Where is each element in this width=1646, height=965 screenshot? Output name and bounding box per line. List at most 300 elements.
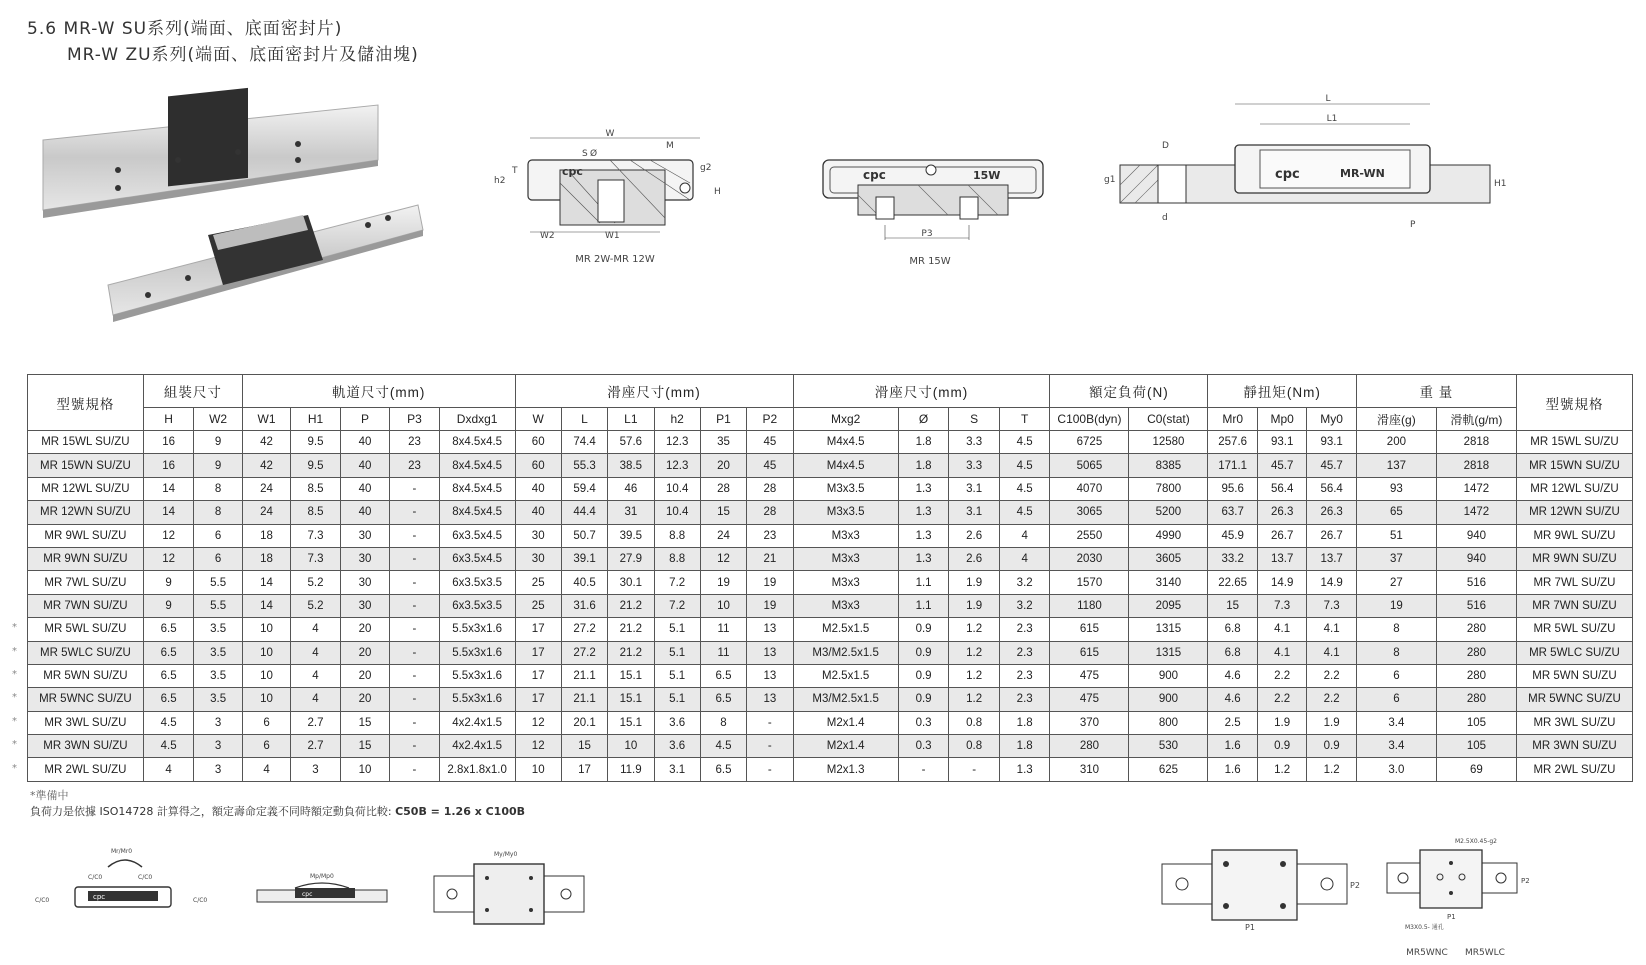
col-header: Dxdxg1 <box>439 408 515 431</box>
value-cell: - <box>390 594 439 617</box>
value-cell: M4x4.5 <box>793 454 898 477</box>
value-cell: 2818 <box>1436 454 1516 477</box>
table-row <box>28 571 1633 594</box>
value-cell: 8.8 <box>654 547 700 570</box>
value-cell: 11.9 <box>608 758 654 781</box>
value-cell: 1.3 <box>898 501 949 524</box>
col-header: H <box>143 408 194 431</box>
value-cell: 17 <box>515 641 561 664</box>
value-cell: 6x3.5x3.5 <box>439 594 515 617</box>
dim-d-lower: d <box>1162 213 1168 223</box>
value-cell: 5.5x3x1.6 <box>439 688 515 711</box>
model-cell-right: MR 3WL SU/ZU <box>1516 711 1632 734</box>
value-cell: 1.2 <box>949 664 1000 687</box>
value-cell: 6 <box>242 711 290 734</box>
value-cell: 2.3 <box>999 664 1050 687</box>
value-cell: 40 <box>340 501 389 524</box>
value-cell: 11 <box>700 618 746 641</box>
value-cell: 24 <box>700 524 746 547</box>
value-cell: 280 <box>1436 641 1516 664</box>
value-cell: 5.2 <box>291 594 340 617</box>
value-cell: 39.5 <box>608 524 654 547</box>
value-cell: 800 <box>1129 711 1208 734</box>
value-cell: 2.3 <box>999 641 1050 664</box>
dim-g1: g1 <box>1104 175 1116 185</box>
value-cell: 280 <box>1050 735 1129 758</box>
value-cell: - <box>747 758 793 781</box>
value-cell: 6 <box>242 735 290 758</box>
value-cell: 3 <box>194 711 242 734</box>
value-cell: 1.3 <box>898 524 949 547</box>
value-cell: 1.2 <box>1257 758 1306 781</box>
value-cell: 13 <box>747 688 793 711</box>
model-cell-right: MR 7WN SU/ZU <box>1516 594 1632 617</box>
value-cell: 6.5 <box>143 641 194 664</box>
value-cell: 21 <box>747 547 793 570</box>
model-cell: MR 12WL SU/ZU <box>28 477 144 500</box>
value-cell: 24 <box>242 501 290 524</box>
dim-p1-wlc: P1 <box>1447 913 1456 921</box>
value-cell: 1.2 <box>949 618 1000 641</box>
value-cell: 940 <box>1436 524 1516 547</box>
table-row <box>28 431 1633 454</box>
value-cell: 26.3 <box>1257 501 1306 524</box>
header-weight: 重 量 <box>1356 375 1516 408</box>
value-cell: 21.2 <box>608 594 654 617</box>
value-cell: 30 <box>515 547 561 570</box>
value-cell: 14.9 <box>1257 571 1306 594</box>
value-cell: 1570 <box>1050 571 1129 594</box>
label-my: My/My0 <box>494 851 518 858</box>
model-cell: MR 3WN SU/ZU <box>28 735 144 758</box>
table-row <box>28 501 1633 524</box>
value-cell: 31 <box>608 501 654 524</box>
value-cell: 10 <box>515 758 561 781</box>
col-header: L <box>561 408 607 431</box>
value-cell: 5.5 <box>194 594 242 617</box>
value-cell: 4.1 <box>1307 641 1356 664</box>
value-cell: 59.4 <box>561 477 607 500</box>
value-cell: 63.7 <box>1208 501 1257 524</box>
value-cell: 7.2 <box>654 594 700 617</box>
table-row <box>28 735 1633 758</box>
value-cell: 13 <box>747 618 793 641</box>
value-cell: 6725 <box>1050 431 1129 454</box>
value-cell: 5.5 <box>194 571 242 594</box>
moment-mr-diagram <box>33 845 218 920</box>
value-cell: 93 <box>1356 477 1436 500</box>
value-cell: 6.5 <box>700 664 746 687</box>
value-cell: 4.6 <box>1208 688 1257 711</box>
value-cell: M2x1.3 <box>793 758 898 781</box>
value-cell: 5.1 <box>654 641 700 664</box>
model-cell-right: MR 9WN SU/ZU <box>1516 547 1632 570</box>
value-cell: 6.5 <box>143 688 194 711</box>
value-cell: 2550 <box>1050 524 1129 547</box>
value-cell: 40.5 <box>561 571 607 594</box>
dim-w: W <box>605 129 615 139</box>
value-cell: 45.7 <box>1257 454 1306 477</box>
value-cell: 12 <box>700 547 746 570</box>
value-cell: 7800 <box>1129 477 1208 500</box>
value-cell: 55.3 <box>561 454 607 477</box>
header-moment: 靜扭矩(Nm) <box>1208 375 1356 408</box>
model-cell-right: MR 9WL SU/ZU <box>1516 524 1632 547</box>
col-header: T <box>999 408 1050 431</box>
value-cell: 4.1 <box>1257 641 1306 664</box>
load-formula: C50B = 1.26 x C100B <box>395 805 526 818</box>
value-cell: 8x4.5x4.5 <box>439 431 515 454</box>
value-cell: 15 <box>561 735 607 758</box>
value-cell: 105 <box>1436 735 1516 758</box>
value-cell: 3.6 <box>654 711 700 734</box>
value-cell: 39.1 <box>561 547 607 570</box>
value-cell: 516 <box>1436 571 1516 594</box>
value-cell: - <box>747 711 793 734</box>
col-header: 滑軌(g/m) <box>1436 408 1516 431</box>
value-cell: 19 <box>1356 594 1436 617</box>
value-cell: 23 <box>390 454 439 477</box>
value-cell: - <box>390 618 439 641</box>
value-cell: 137 <box>1356 454 1436 477</box>
value-cell: 16 <box>143 454 194 477</box>
page-title: 5.6 MR-W SU系列(端面、底面密封片) <box>27 19 343 39</box>
value-cell: 51 <box>1356 524 1436 547</box>
value-cell: 0.8 <box>949 735 1000 758</box>
model-cell: MR 12WN SU/ZU <box>28 501 144 524</box>
table-row <box>28 477 1633 500</box>
value-cell: 12 <box>143 524 194 547</box>
value-cell: 9 <box>194 431 242 454</box>
dim-g2: g2 <box>700 163 712 173</box>
model-cell: MR 7WN SU/ZU <box>28 594 144 617</box>
value-cell: 13.7 <box>1257 547 1306 570</box>
value-cell: 74.4 <box>561 431 607 454</box>
value-cell: 45.9 <box>1208 524 1257 547</box>
value-cell: 4990 <box>1129 524 1208 547</box>
value-cell: 14 <box>143 501 194 524</box>
value-cell: 21.2 <box>608 618 654 641</box>
model-cell: MR 3WL SU/ZU <box>28 711 144 734</box>
value-cell: M3x3 <box>793 547 898 570</box>
spec-table <box>27 374 1633 782</box>
value-cell: - <box>390 501 439 524</box>
value-cell: 2.2 <box>1257 664 1306 687</box>
value-cell: 60 <box>515 431 561 454</box>
value-cell: 17 <box>561 758 607 781</box>
model-cell: MR 9WN SU/ZU <box>28 547 144 570</box>
value-cell: 8 <box>1356 618 1436 641</box>
table-row <box>28 664 1633 687</box>
dim-p3: P3 <box>921 229 933 239</box>
value-cell: 45.7 <box>1307 454 1356 477</box>
value-cell: 6.5 <box>143 664 194 687</box>
dim-w1: W1 <box>605 231 620 241</box>
value-cell: 6x3.5x4.5 <box>439 524 515 547</box>
value-cell: - <box>390 758 439 781</box>
value-cell: 516 <box>1436 594 1516 617</box>
value-cell: 30 <box>340 524 389 547</box>
value-cell: - <box>949 758 1000 781</box>
value-cell: 11 <box>700 641 746 664</box>
model-cell: MR 7WL SU/ZU <box>28 571 144 594</box>
dim-h2: h2 <box>494 176 506 186</box>
value-cell: 17 <box>515 664 561 687</box>
col-header: h2 <box>654 408 700 431</box>
table-row <box>28 711 1633 734</box>
value-cell: 5065 <box>1050 454 1129 477</box>
dim-p1: P1 <box>1245 923 1255 932</box>
dim-h1: H1 <box>1494 179 1507 189</box>
value-cell: 625 <box>1129 758 1208 781</box>
label-mr: Mr/Mr0 <box>111 848 133 855</box>
header-model-right: 型號規格 <box>1516 375 1632 431</box>
model-cell-right: MR 12WL SU/ZU <box>1516 477 1632 500</box>
top-view-wnc <box>1160 842 1360 932</box>
value-cell: 1.1 <box>898 594 949 617</box>
model-cell: MR 15WL SU/ZU <box>28 431 144 454</box>
value-cell: 4.5 <box>999 477 1050 500</box>
moment-mp-diagram <box>255 870 390 915</box>
value-cell: 2.6 <box>949 547 1000 570</box>
value-cell: 15 <box>700 501 746 524</box>
side-view-drawing <box>1104 90 1510 245</box>
value-cell: 31.6 <box>561 594 607 617</box>
value-cell: 1.9 <box>949 594 1000 617</box>
value-cell: 56.4 <box>1307 477 1356 500</box>
product-photo <box>38 100 448 340</box>
value-cell: 4.5 <box>143 711 194 734</box>
value-cell: 13 <box>747 664 793 687</box>
brand-logo: cpc <box>562 165 583 178</box>
value-cell: 0.9 <box>898 641 949 664</box>
value-cell: 5.5x3x1.6 <box>439 664 515 687</box>
moment-my-diagram <box>432 848 587 928</box>
label-cc0-far-right: C/C0 <box>193 897 208 904</box>
label-cc0-far-left: C/C0 <box>35 897 50 904</box>
model-cell: MR 2WL SU/ZU <box>28 758 144 781</box>
value-cell: 1472 <box>1436 501 1516 524</box>
value-cell: 3.3 <box>949 431 1000 454</box>
value-cell: 4 <box>291 618 340 641</box>
value-cell: 10 <box>242 641 290 664</box>
value-cell: 10 <box>242 688 290 711</box>
col-header: L1 <box>608 408 654 431</box>
value-cell: 8.5 <box>291 501 340 524</box>
dim-w2: W2 <box>540 231 555 241</box>
value-cell: 4 <box>242 758 290 781</box>
value-cell: 4 <box>291 641 340 664</box>
dim-s: S <box>582 149 588 159</box>
value-cell: 4x2.4x1.5 <box>439 711 515 734</box>
model-cell-right: MR 2WL SU/ZU <box>1516 758 1632 781</box>
header-assembly: 組裝尺寸 <box>143 375 242 408</box>
value-cell: 1.6 <box>1208 735 1257 758</box>
value-cell: 1.8 <box>999 735 1050 758</box>
brand-logo-mp: cpc <box>302 891 313 898</box>
value-cell: 24 <box>242 477 290 500</box>
value-cell: 171.1 <box>1208 454 1257 477</box>
value-cell: 23 <box>747 524 793 547</box>
value-cell: 1.3 <box>999 758 1050 781</box>
value-cell: - <box>390 735 439 758</box>
value-cell: 3.2 <box>999 571 1050 594</box>
value-cell: 4 <box>999 547 1050 570</box>
block-label-wn: MR-WN <box>1340 167 1385 180</box>
value-cell: 6.8 <box>1208 641 1257 664</box>
value-cell: 25 <box>515 594 561 617</box>
value-cell: M3/M2.5x1.5 <box>793 641 898 664</box>
value-cell: 6x3.5x3.5 <box>439 571 515 594</box>
col-header: My0 <box>1307 408 1356 431</box>
value-cell: 28 <box>700 477 746 500</box>
value-cell: 6.8 <box>1208 618 1257 641</box>
value-cell: 475 <box>1050 664 1129 687</box>
value-cell: 1472 <box>1436 477 1516 500</box>
label-mp: Mp/Mp0 <box>310 873 334 880</box>
value-cell: 4.6 <box>1208 664 1257 687</box>
value-cell: 4 <box>999 524 1050 547</box>
value-cell: 8x4.5x4.5 <box>439 454 515 477</box>
value-cell: 25 <box>515 571 561 594</box>
value-cell: 1.8 <box>898 431 949 454</box>
value-cell: 4 <box>291 664 340 687</box>
value-cell: 0.9 <box>898 618 949 641</box>
value-cell: - <box>390 641 439 664</box>
value-cell: 1315 <box>1129 641 1208 664</box>
value-cell: 15 <box>340 711 389 734</box>
value-cell: 2.3 <box>999 618 1050 641</box>
model-cell-right: MR 5WLC SU/ZU <box>1516 641 1632 664</box>
value-cell: M2.5x1.5 <box>793 664 898 687</box>
value-cell: 4.5 <box>143 735 194 758</box>
caption-15: MR 15W <box>909 256 951 267</box>
value-cell: 4 <box>291 688 340 711</box>
col-header: S <box>949 408 1000 431</box>
value-cell: 6 <box>194 547 242 570</box>
value-cell: 12.3 <box>654 431 700 454</box>
col-header: P2 <box>747 408 793 431</box>
value-cell: 93.1 <box>1307 431 1356 454</box>
table-row <box>28 641 1633 664</box>
model-cell-right: MR 12WN SU/ZU <box>1516 501 1632 524</box>
value-cell: 65 <box>1356 501 1436 524</box>
value-cell: 2.7 <box>291 735 340 758</box>
value-cell: M2x1.4 <box>793 711 898 734</box>
value-cell: 2.7 <box>291 711 340 734</box>
label-cc0-right: C/C0 <box>138 874 153 881</box>
value-cell: 28 <box>747 477 793 500</box>
value-cell: 60 <box>515 454 561 477</box>
value-cell: - <box>390 711 439 734</box>
col-header: W2 <box>194 408 242 431</box>
prep-star: * <box>12 762 17 774</box>
value-cell: 0.3 <box>898 711 949 734</box>
value-cell: 57.6 <box>608 431 654 454</box>
model-cell-right: MR 5WL SU/ZU <box>1516 618 1632 641</box>
value-cell: 1.1 <box>898 571 949 594</box>
dim-m: M <box>666 141 674 151</box>
col-header: P1 <box>700 408 746 431</box>
col-header: 滑座(g) <box>1356 408 1436 431</box>
value-cell: 10 <box>608 735 654 758</box>
caption-wlc: MR5WLC <box>1465 948 1505 958</box>
value-cell: 940 <box>1436 547 1516 570</box>
label-cc0-left: C/C0 <box>88 874 103 881</box>
value-cell: 37 <box>1356 547 1436 570</box>
page-subtitle: MR-W ZU系列(端面、底面密封片及儲油塊) <box>67 45 419 65</box>
value-cell: 8 <box>194 477 242 500</box>
col-header: H1 <box>291 408 340 431</box>
value-cell: 6 <box>1356 688 1436 711</box>
col-header: Mxg2 <box>793 408 898 431</box>
value-cell: 20 <box>340 641 389 664</box>
value-cell: 28 <box>747 501 793 524</box>
mr15w-drawing <box>818 155 1048 250</box>
value-cell: 4 <box>143 758 194 781</box>
value-cell: 27.2 <box>561 618 607 641</box>
value-cell: 4.1 <box>1307 618 1356 641</box>
value-cell: 7.3 <box>1257 594 1306 617</box>
value-cell: 3.5 <box>194 618 242 641</box>
value-cell: 1.8 <box>999 711 1050 734</box>
value-cell: 6.5 <box>700 688 746 711</box>
value-cell: 475 <box>1050 688 1129 711</box>
value-cell: 6 <box>1356 664 1436 687</box>
value-cell: 4070 <box>1050 477 1129 500</box>
value-cell: 370 <box>1050 711 1129 734</box>
value-cell: 12 <box>143 547 194 570</box>
label-m3: M3X0.5- 通孔 <box>1405 924 1444 931</box>
value-cell: 17 <box>515 618 561 641</box>
value-cell: 69 <box>1436 758 1516 781</box>
value-cell: 44.4 <box>561 501 607 524</box>
dim-h: H <box>714 187 721 197</box>
value-cell: 45 <box>747 454 793 477</box>
value-cell: 5.5x3x1.6 <box>439 641 515 664</box>
value-cell: 3.1 <box>949 501 1000 524</box>
brand-logo-15: cpc <box>863 168 886 182</box>
dim-d-upper: D <box>1162 141 1169 151</box>
value-cell: 93.1 <box>1257 431 1306 454</box>
value-cell: 13 <box>747 641 793 664</box>
value-cell: 20 <box>700 454 746 477</box>
table-row <box>28 594 1633 617</box>
value-cell: 0.8 <box>949 711 1000 734</box>
value-cell: M3x3 <box>793 571 898 594</box>
table-row <box>28 454 1633 477</box>
value-cell: 40 <box>515 501 561 524</box>
value-cell: 26.3 <box>1307 501 1356 524</box>
value-cell: 4x2.4x1.5 <box>439 735 515 758</box>
value-cell: - <box>390 477 439 500</box>
value-cell: 3.3 <box>949 454 1000 477</box>
value-cell: 42 <box>242 431 290 454</box>
value-cell: 3.4 <box>1356 735 1436 758</box>
header-block2: 滑座尺寸(mm) <box>793 375 1050 408</box>
value-cell: 3 <box>194 758 242 781</box>
value-cell: 0.3 <box>898 735 949 758</box>
value-cell: 1.9 <box>1307 711 1356 734</box>
value-cell: 6.5 <box>700 758 746 781</box>
model-cell: MR 15WN SU/ZU <box>28 454 144 477</box>
col-header: Mp0 <box>1257 408 1306 431</box>
prep-star: * <box>12 645 17 657</box>
dim-p2: P2 <box>1350 881 1360 890</box>
value-cell: 14.9 <box>1307 571 1356 594</box>
model-cell: MR 5WN SU/ZU <box>28 664 144 687</box>
value-cell: 9.5 <box>291 431 340 454</box>
